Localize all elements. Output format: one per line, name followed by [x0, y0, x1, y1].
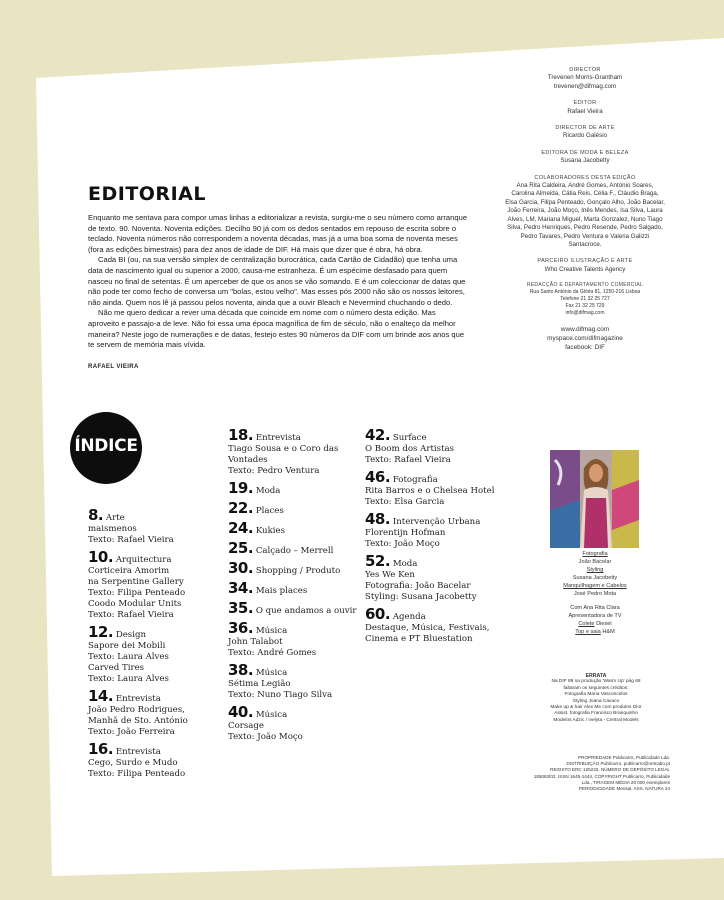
legal-info: [522, 755, 670, 792]
index-entry-line: Texto: Rafael Vieira: [365, 455, 451, 465]
index-page-number: 60.: [365, 605, 391, 623]
index-section: Entrevista: [255, 433, 301, 443]
credit-name: José Pedro Mota: [573, 591, 617, 597]
editorial-paragraph: Não me quero dedicar a rever uma década que coincide em nome com o número desta edição. Mas aproveito e passajo-a de leve. Não foi essa uma época magnífica de fim de século, não o enalteço da melhor maneira? Neste jogo de numerações e de datas, festejo estes 90 números da DIF com um brinde aos anos que te servem de memória mais vívida.: [88, 308, 465, 350]
index-entry: [228, 519, 358, 537]
legal-line: PROPRIEDADE Publicarro, Publicidade Lda.: [578, 755, 670, 760]
index-entry-line: João Pedro Rodrigues,: [88, 705, 185, 715]
index-page-number: 34.: [228, 579, 254, 597]
index-entry-line: Styling: Susana Jacobetty: [365, 592, 477, 602]
web-link: www.difmag.com: [560, 326, 610, 334]
index-entry-line: maismenos: [88, 524, 137, 534]
errata-line: faltaram os seguintes créditos:: [563, 685, 629, 691]
masthead: [505, 66, 665, 360]
masthead-line: Trevenen Morris-Grantham: [547, 74, 623, 82]
index-page-number: 8.: [88, 506, 104, 524]
index-entry: [228, 426, 358, 477]
masthead-line: Ana Rita Caldeira, André Gomes, António Soares, Carolina Almeida, Cátia Reis, Célia F., Cláudio Braga, Elsa Garcia, Filipa Penteado, Gonçalo Alho, João Bacelar, João Ferreira, João Moço, Inês Mendes, Isa Silva, Laura Alves, LM, Mariana Miguel, Marta Gonzalez, Nuno Tiago Silva, Pedro Henriques, Pedro Resende, Pedro Salgado, Pedro Tavares, Pedro Ventura e Valeria Galizzi Santacroce.: [505, 182, 665, 248]
credit-item: [540, 620, 650, 628]
index-section: Agenda: [392, 612, 426, 622]
errata-title: ERRATA: [585, 673, 607, 679]
editorial-title: EDITORIAL: [88, 183, 206, 205]
index-page-number: 36.: [228, 619, 254, 637]
index-column: [88, 506, 208, 786]
index-entry-head: [88, 548, 208, 566]
index-page-number: 52.: [365, 552, 391, 570]
index-entry: [365, 426, 495, 466]
index-entry: [365, 510, 495, 550]
index-entry-head: [228, 519, 358, 537]
index-section: Calçado – Merrell: [255, 546, 334, 556]
masthead-block: [505, 66, 665, 91]
index-entry-head: [88, 740, 208, 758]
index-section: Arte: [105, 513, 125, 523]
index-entry: [88, 506, 208, 546]
index-entry-line: Corticeira Amorim: [88, 566, 170, 576]
index-page-number: 22.: [228, 499, 254, 517]
errata-line: Fotografia Maria Vasconcelos: [564, 692, 628, 698]
index-page-number: 12.: [88, 623, 114, 641]
index-entry-line: Texto: João Moço: [365, 539, 440, 549]
index-section: Surface: [392, 433, 427, 443]
index-page-number: 18.: [228, 426, 254, 444]
contact-line: info@difmag.com: [565, 310, 605, 317]
credit-line: Apresentadora de TV: [568, 613, 622, 619]
index-entry-line: Texto: João Ferreira: [88, 727, 175, 737]
masthead-line: Rafael Vieira: [567, 107, 603, 115]
index-entry-head: [365, 426, 495, 444]
masthead-role: DIRECTOR: [569, 67, 601, 73]
masthead-line: Who Creative Talents Agency: [544, 265, 626, 273]
index-entry-line: Texto: João Moço: [228, 732, 303, 742]
index-section: Intervenção Urbana: [392, 517, 481, 527]
index-entry-line: Sétima Legião: [228, 679, 291, 689]
legal-line: PERIODICIDADE Mensal, ASS. NATURA 24: [578, 786, 670, 792]
editorial-paragraph: Enquanto me sentava para compor umas linhas a editorializar a revista, surgiu-me o seu número como arranque de texto. 90. Noventa. Noventa edições. Decilho 90 já com os dedos sentados em repouso de escrita sobre o teclado. Noventa números não correspondem a noventa décadas, mas já a uma boa soma de noventa meses (fora as edições bimestrais) para dez anos de idade de DIF. Há mais que dizer que é obra, há obra.: [88, 213, 468, 254]
credit-item-label: Colete: [578, 621, 595, 627]
index-entry-line: Sapore dei Mobili: [88, 641, 166, 651]
index-entry-line: Texto: Filipa Penteado: [88, 769, 186, 779]
index-entry-line: Texto: Rafael Vieira: [88, 610, 174, 620]
index-section: Música: [255, 668, 288, 678]
index-entry-line: Cego, Surdo e Mudo: [88, 758, 178, 768]
masthead-line: Ricardo Galésio: [562, 132, 608, 140]
index-entry: [88, 740, 208, 780]
index-section: Design: [115, 630, 146, 640]
index-entry-line: Coodo Modular Units: [88, 599, 182, 609]
index-page-number: 48.: [365, 510, 391, 528]
web-block: [505, 325, 665, 352]
errata: [522, 673, 670, 724]
legal-line: 185063/02, ISSN 1645-1444, COPYRIGHT Publicarro, Publicidade: [533, 773, 670, 779]
index-section: Música: [255, 710, 288, 720]
contact-line: Rua Santo António da Glória 81, 1250-216 Lisboa: [529, 289, 641, 296]
index-entry-head: [88, 506, 208, 524]
index-entry: [228, 661, 358, 701]
index-section: Entrevista: [115, 694, 161, 704]
credit-line: Com Ana Rita Clara: [570, 605, 620, 611]
contact-line: Telefone 21 32 25 727: [560, 296, 610, 303]
errata-line: Na DIF 89 na produção 'Warm Up' pág 68: [551, 679, 641, 685]
index-entry-head: [228, 599, 358, 617]
index-entry: [88, 548, 208, 621]
editorial-paragraph: Cada BI (ou, na sua versão simplex de centralização burocrática, cada Cartão de Cidadão) que tenha uma data de nascimento igual ou superior a 2000, causa-me estranheza. É um espécime desfasado para quem nasceu no final de setentas. É um aperceber de que os anos se vão somando. E é um coleccionar de datas que não pode ter como fecho de conversa um "bolas, estou velho". Mas esses pós 2000 não são os nossos leitores, não ainda. Quem nos lê já passou pelos noventa, ainda que a ouvir Bleach e Nevermind chuchando o dedo.: [88, 255, 466, 307]
credit-item-name: H&M: [602, 629, 615, 635]
index-page-number: 35.: [228, 599, 254, 617]
contact-line: Fax 21 32 25 729: [565, 303, 605, 310]
index-column: [228, 426, 358, 749]
index-entry-line: Texto: André Gomes: [228, 648, 317, 658]
index-section: Moda: [255, 486, 281, 496]
index-entry-head: [228, 619, 358, 637]
index-entry-line: Florentijn Hofman: [365, 528, 446, 538]
index-entry: [228, 499, 358, 517]
index-entry-line: Carved Tires: [88, 663, 145, 673]
index-page-number: 46.: [365, 468, 391, 486]
index-entry-line: Corsage: [228, 721, 264, 731]
errata-line: Make up & hair Alex Me com produtos Dior: [550, 705, 642, 711]
masthead-block: [505, 257, 665, 274]
index-entry-head: [88, 687, 208, 705]
index-entry: [365, 552, 495, 603]
masthead-role: EDITORA DE MODA E BELEZA: [541, 149, 629, 156]
masthead-block: [505, 149, 665, 166]
index-page-number: 19.: [228, 479, 254, 497]
contacts-block: [505, 282, 665, 317]
index-page-number: 10.: [88, 548, 114, 566]
index-page-number: 24.: [228, 519, 254, 537]
index-page-number: 42.: [365, 426, 391, 444]
index-section: O que andamos a ouvir: [255, 606, 357, 616]
index-entry-line: Tiago Sousa e o Coro das: [228, 444, 339, 454]
photo-credits: [540, 550, 650, 636]
masthead-line: Susana Jacobetty: [560, 157, 610, 165]
masthead-role: PARCEIRO ILUSTRAÇÃO E ARTE: [537, 258, 633, 265]
index-entry-head: [365, 552, 495, 570]
index-entry-line: Texto: Laura Alves: [88, 652, 169, 662]
index-entry-line: Texto: Laura Alves: [88, 674, 169, 684]
masthead-block: [505, 124, 665, 141]
index-section: Moda: [392, 559, 418, 569]
index-entry-line: Destaque, Música, Festivais,: [365, 623, 490, 633]
index-entry-head: [88, 623, 208, 641]
masthead-role: EDITOR: [573, 100, 597, 107]
index-entry-head: [228, 579, 358, 597]
index-entry-line: Texto: Filipa Penteado: [88, 588, 186, 598]
index-badge: [70, 412, 142, 484]
index-section: Mais places: [255, 586, 308, 596]
index-entry-head: [228, 661, 358, 679]
credit-label: Styling: [586, 567, 604, 573]
legal-line: Lda., TIRAGEM MÉDIA 20 000 exemplares: [581, 779, 670, 785]
index-page-number: 38.: [228, 661, 254, 679]
index-entry-line: Cinema e PT Bluestation: [365, 634, 473, 644]
masthead-block: [505, 174, 665, 250]
errata-line: Assist. fotografia Francisco Branquinho: [554, 711, 638, 717]
index-entry: [228, 579, 358, 597]
index-entry-head: [228, 426, 358, 444]
index-entry: [88, 687, 208, 738]
index-entry: [228, 559, 358, 577]
index-section: Arquitectura: [115, 555, 172, 565]
masthead-role: DIRECTOR DE ARTE: [555, 125, 615, 132]
index-section: Música: [255, 626, 288, 636]
editorial-body: [88, 213, 468, 351]
index-entry-head: [228, 499, 358, 517]
credit-item-label: Top e saia: [575, 629, 601, 635]
index-column: [365, 426, 495, 651]
credit-name: João Bacelar: [578, 559, 612, 565]
index-entry-line: Texto: Pedro Ventura: [228, 466, 320, 476]
index-entry: [228, 539, 358, 557]
web-link: myspace.com/difmagazine: [547, 335, 623, 343]
editorial-signature: RAFAEL VIEIRA: [88, 364, 139, 370]
cover-photo: [550, 450, 639, 548]
index-entry-head: [365, 605, 495, 623]
index-section: Entrevista: [115, 747, 161, 757]
index-entry-head: [365, 468, 495, 486]
index-entry: [365, 468, 495, 508]
credit-item: [540, 628, 650, 636]
credit-label: Fotografia: [582, 551, 608, 557]
index-entry: [228, 479, 358, 497]
credit-name: Susana Jacobetty: [572, 575, 618, 581]
index-title: ÍNDICE: [74, 436, 138, 456]
index-entry-line: John Talabot: [228, 637, 283, 647]
index-entry-line: Manhã de Sto. António: [88, 716, 188, 726]
masthead-role: COLABORADORES DESTA EDIÇÃO: [534, 174, 636, 181]
index-entry-line: Vontades: [228, 455, 268, 465]
index-entry-head: [365, 510, 495, 528]
index-section: Fotografia: [392, 475, 438, 485]
index-page-number: 30.: [228, 559, 254, 577]
index-entry-line: Texto: Nuno Tiago Silva: [228, 690, 333, 700]
index-entry-head: [228, 559, 358, 577]
credit-label: Manquilhagem e Cabelos: [563, 583, 627, 589]
masthead-line: trevenen@difmag.com: [553, 82, 617, 90]
contacts-role: REDACÇÃO E DEPARTAMENTO COMERCIAL: [526, 282, 644, 289]
index-page-number: 40.: [228, 703, 254, 721]
index-section: Places: [255, 506, 284, 516]
index-entry-head: [228, 539, 358, 557]
index-entry-head: [228, 703, 358, 721]
index-entry-line: Texto: Elsa Garcia: [365, 497, 445, 507]
index-entry: [88, 623, 208, 685]
index-entry-head: [228, 479, 358, 497]
index-entry: [365, 605, 495, 645]
index-page-number: 14.: [88, 687, 114, 705]
legal-line: DISTRIBUIÇÃO Publicarro, publicarro@netcabo.pt: [566, 761, 670, 767]
index-entry: [228, 599, 358, 617]
index-entry-line: Yes We Ken: [365, 570, 415, 580]
index-entry-line: O Boom dos Artistas: [365, 444, 455, 454]
index-entry-line: Texto: Rafael Vieira: [88, 535, 174, 545]
index-entry: [228, 619, 358, 659]
index-page-number: 25.: [228, 539, 254, 557]
index-section: Kukies: [255, 526, 286, 536]
index-entry-line: Rita Barros e o Chelsea Hotel: [365, 486, 495, 496]
index-entry-line: na Serpentine Gallery: [88, 577, 184, 587]
credit-item-name: Diesel: [596, 621, 612, 627]
errata-line: Styling Joana Cavaco: [572, 698, 620, 704]
web-link: facebook: DIF: [565, 344, 605, 352]
index-entry: [228, 703, 358, 743]
errata-line: Modelos Adzic / Ivelyta - Central Models: [553, 717, 639, 723]
legal-line: REGISTO ERC 125233, NÚMERO DE DEPÓSITO LEGAL: [550, 767, 670, 773]
index-page-number: 16.: [88, 740, 114, 758]
masthead-block: [505, 99, 665, 116]
index-section: Shopping / Produto: [255, 566, 341, 576]
index-entry-line: Fotografia: João Bacelar: [365, 581, 471, 591]
